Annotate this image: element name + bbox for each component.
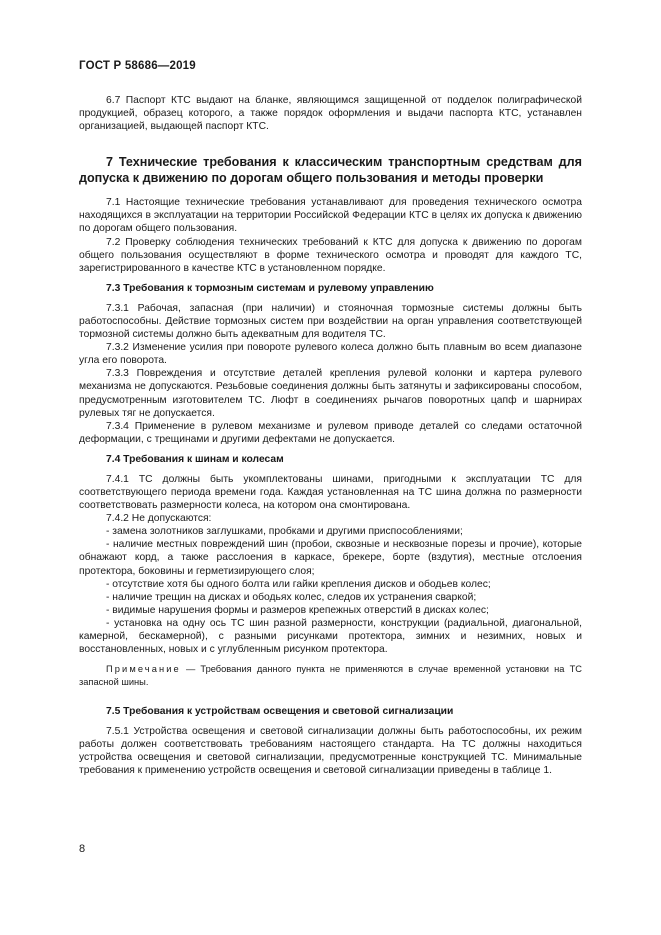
note	[79, 663, 582, 688]
subsection-7-5-heading: 7.5 Требования к устройствам освещения и световой сигнализации	[106, 706, 454, 718]
list-item: - отсутствие хотя бы одного болта или гайки крепления дисков и ободьев колес;	[106, 578, 491, 590]
paragraph-7-1: 7.1 Настоящие технические требования устанавливают для проведения технического осмотра находящихся в эксплуатации на территории Российской Федерации КТС в целях их допуска к движению по дорогам общего пользования.	[79, 197, 582, 235]
page-number: 8	[79, 843, 86, 855]
note-label: Примечание	[106, 664, 181, 675]
list-item: - установка на одну ось ТС шин разной размерности, конструкции (радиальной, диагональной, камерной, бескамерной), с разными рисунками протектора, зимних и незимних, новых и восстановленных, новых и с углубленным рисунком протектора.	[79, 617, 582, 656]
list-item: - наличие трещин на дисках и ободьях колес, следов их устранения сваркой;	[106, 591, 477, 603]
subsection-7-3-heading: 7.3 Требования к тормозным системам и рулевому управлению	[106, 282, 434, 294]
paragraph-7-5-1: 7.5.1 Устройства освещения и световой сигнализации должны быть работоспособны, их режим работы должен соответствовать требованиям настоящего стандарта. На ТС должны находиться устройства освещения и световой сигнализации, предусмотренные конструкцией ТС. Минимальные требования к применению устройств освещения и световой сигнализации приведены в таблице 1.	[79, 726, 582, 777]
document-body	[79, 94, 582, 778]
subsection-7-4-heading: 7.4 Требования к шинам и колесам	[106, 453, 284, 465]
paragraph-7-3-2: 7.3.2 Изменение усилия при повороте рулевого колеса должно быть плавным во всем диапазоне угла его поворота.	[79, 342, 582, 367]
section-7-heading: 7 Технические требования к классическим транспортным средствам для допуска к движению по дорогам общего пользования и методы проверки	[79, 155, 582, 185]
paragraph-6-7: 6.7 Паспорт КТС выдают на бланке, являющимся защищенной от подделок полиграфической продукцией, образец которого, а также порядок оформления и выдачи паспорта КТС, устанавлен организацией, выдающей паспорт КТС.	[79, 95, 582, 133]
paragraph-7-4-2: 7.4.2 Не допускаются:	[106, 513, 212, 525]
paragraph-7-3-3: 7.3.3 Повреждения и отсутствие деталей крепления рулевой колонки и картера рулевого механизма не допускаются. Резьбовые соединения должны быть затянуты и зафиксированы способом, предусмотренным изготовителем ТС. Люфт в соединениях рычагов поворотных цапф и шарнирах рулевых тяг не допускается.	[79, 368, 582, 419]
list-item: - видимые нарушения формы и размеров крепежных отверстий в дисках колес;	[106, 604, 489, 616]
note-text: — Требования данного пункта не применяются в случае временной установки на ТС запасной шины.	[79, 664, 582, 687]
paragraph-7-3-1: 7.3.1 Рабочая, запасная (при наличии) и стояночная тормозные системы должны быть работоспособны. Действие тормозных систем при воздействии на орган управления соответствующей тормозной системы должно быть адекватным для водителя ТС.	[79, 302, 582, 341]
paragraph-7-4-1: 7.4.1 ТС должны быть укомплектованы шинами, пригодными к эксплуатации ТС для соответствующего периода времени года. Каждая установленная на ТС шина должна по размерности соответствовать размерности колеса, на котором она смонтирована.	[79, 473, 582, 512]
list-item: - наличие местных повреждений шин (пробои, сквозные и несквозные порезы и прочие), которые обнажают корд, а также расслоения в каркасе, брекере, борте (вздутия), местные отслоения протектора, боковины и герметизирующего слоя;	[79, 539, 582, 577]
document-header: ГОСТ Р 58686—2019	[79, 60, 196, 72]
list-item: - замена золотников заглушками, пробками и другими приспособлениями;	[106, 526, 463, 538]
paragraph-7-3-4: 7.3.4 Применение в рулевом механизме и рулевом приводе деталей со следами остаточной деформации, с трещинами и другими дефектами не допускается.	[79, 420, 582, 445]
paragraph-7-2: 7.2 Проверку соблюдения технических требований к КТС для допуска к движению по дорогам общего пользования осуществляют в форме технического осмотра и проводят для каждого ТС, зарегистрированного в качестве КТС в установленном порядке.	[79, 236, 582, 274]
